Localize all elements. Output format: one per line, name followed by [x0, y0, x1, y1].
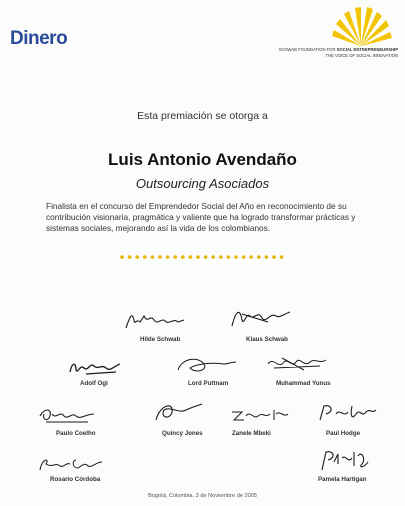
signatory-name: Paulo Coelho: [56, 430, 96, 437]
divider-dot: [272, 255, 276, 259]
signature-pamela-hartigan: [318, 448, 372, 474]
signature-quincy-jones: [150, 400, 206, 424]
divider-dot: [151, 255, 155, 259]
divider-dot: [227, 255, 231, 259]
divider-dot: [135, 255, 139, 259]
foundation-tagline: THE VOICE OF SOCIAL INNOVATION: [325, 52, 398, 58]
signatory-name: Klaus Schwab: [246, 336, 288, 343]
award-description: Finalista en el concurso del Emprendedor Social del Año en reconocimiento de su contribución visionaria, pragmática y valiente que ha logrado transformar prácticas y sistemas sociales, mejorando así la vida de los colombianos.: [46, 201, 356, 234]
divider-dot: [143, 255, 147, 259]
divider-dot: [204, 255, 208, 259]
divider-dot: [249, 255, 253, 259]
signatory-name: Rosario Córdoba: [50, 476, 101, 483]
divider-dot: [128, 255, 132, 259]
signature-lord-puttnam: [172, 354, 238, 376]
divider-dot: [189, 255, 193, 259]
award-line: Esta premiación se otorga a: [137, 110, 268, 122]
foundation-caption: [238, 47, 398, 58]
signatory-name: Paul Hodge: [326, 430, 361, 437]
signature-zanele-mbeki: [228, 404, 294, 424]
dotted-divider: [118, 254, 288, 260]
divider-dot: [242, 255, 246, 259]
signature-muhammad-yunus: [264, 352, 330, 374]
signature-paul-hodge: [316, 402, 378, 424]
divider-dot: [120, 255, 124, 259]
divider-dot: [234, 255, 238, 259]
signatory-name: Muhammad Yunus: [276, 380, 331, 387]
divider-dot: [219, 255, 223, 259]
recipient-organization: Outsourcing Asociados: [135, 176, 270, 191]
divider-dot: [196, 255, 200, 259]
divider-dot: [173, 255, 177, 259]
divider-dot: [280, 255, 284, 259]
signatory-name: Hilde Schwab: [140, 336, 181, 343]
signatory-name: Lord Puttnam: [188, 380, 229, 387]
sunburst-emblem-icon: [326, 6, 396, 48]
divider-dot: [166, 255, 170, 259]
signatory-name: Adolf Ogi: [80, 380, 108, 387]
signature-hilde-schwab: [122, 310, 186, 332]
divider-dot: [265, 255, 269, 259]
foundation-emphasis: SOCIAL ENTREPRENEURSHIP: [336, 47, 398, 52]
signature-paulo-coelho: [36, 404, 98, 426]
place-date: Bogotá, Colombia, 3 de Noviembre de 2005: [148, 493, 257, 499]
signatory-name: Quincy Jones: [162, 430, 203, 437]
divider-dot: [257, 255, 261, 259]
recipient-name: Luis Antonio Avendaño: [108, 150, 297, 169]
divider-dot: [211, 255, 215, 259]
signature-klaus-schwab: [228, 306, 294, 330]
divider-dot: [181, 255, 185, 259]
dinero-logo: Dinero: [10, 28, 68, 49]
signatory-name: Pamela Hartigan: [318, 476, 367, 483]
signature-rosario-cordoba: [36, 454, 106, 474]
signature-adolf-ogi: [66, 356, 128, 378]
signatory-name: Zanele Mbeki: [232, 430, 271, 437]
divider-dot: [158, 255, 162, 259]
foundation-prefix: SCHWAB FOUNDATION FOR: [278, 47, 336, 52]
